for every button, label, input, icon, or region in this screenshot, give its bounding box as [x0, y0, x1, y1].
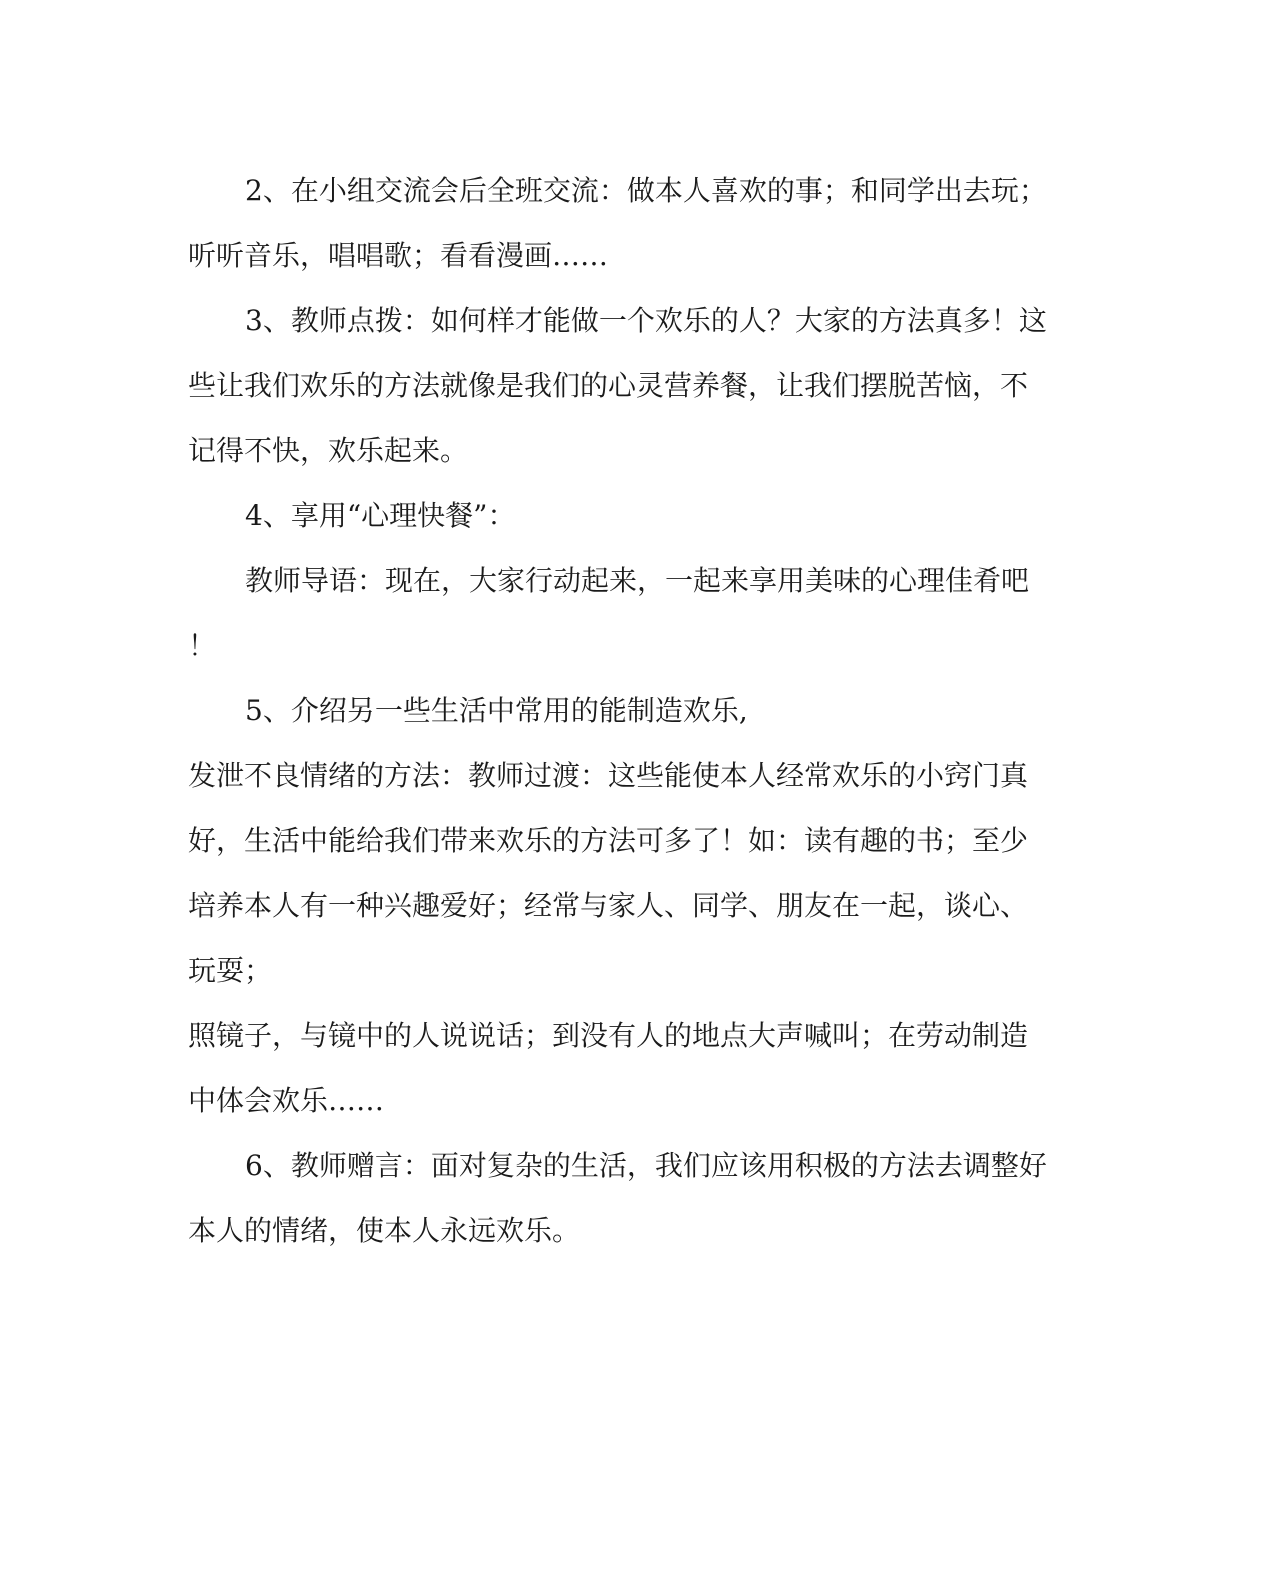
text-line: 5、介绍另一些生活中常用的能制造欢乐,: [245, 694, 748, 727]
text-line: 些让我们欢乐的方法就像是我们的心灵营养餐，让我们摆脱苦恼，不: [188, 369, 1029, 402]
text-line: 照镜子，与镜中的人说说话；到没有人的地点大声喊叫；在劳动制造: [188, 1019, 1029, 1052]
text-line: 教师导语：现在，大家行动起来，一起来享用美味的心理佳肴吧: [245, 564, 1030, 597]
text-line: 听听音乐，唱唱歌；看看漫画……: [188, 239, 609, 272]
text-line: 好，生活中能给我们带来欢乐的方法可多了！如：读有趣的书；至少: [188, 824, 1029, 857]
text-line: ！: [188, 629, 217, 662]
text-line: 2、在小组交流会后全班交流：做本人喜欢的事；和同学出去玩；: [245, 174, 1047, 207]
text-line: 中体会欢乐……: [188, 1084, 385, 1117]
text-line: 培养本人有一种兴趣爱好；经常与家人、同学、朋友在一起，谈心、: [188, 889, 1029, 922]
text-line: 发泄不良情绪的方法：教师过渡：这些能使本人经常欢乐的小窍门真: [188, 759, 1029, 792]
text-line: 本人的情绪，使本人永远欢乐。: [188, 1214, 581, 1247]
body-text: [188, 158, 1068, 1263]
text-line: 记得不快，欢乐起来。: [188, 434, 469, 467]
text-line: 6、教师赠言：面对复杂的生活，我们应该用积极的方法去调整好: [245, 1149, 1047, 1182]
text-line: 4、享用“心理快餐”：: [245, 499, 516, 532]
text-line: 玩耍；: [188, 954, 273, 987]
text-line: 3、教师点拨：如何样才能做一个欢乐的人？大家的方法真多！这: [245, 304, 1047, 337]
